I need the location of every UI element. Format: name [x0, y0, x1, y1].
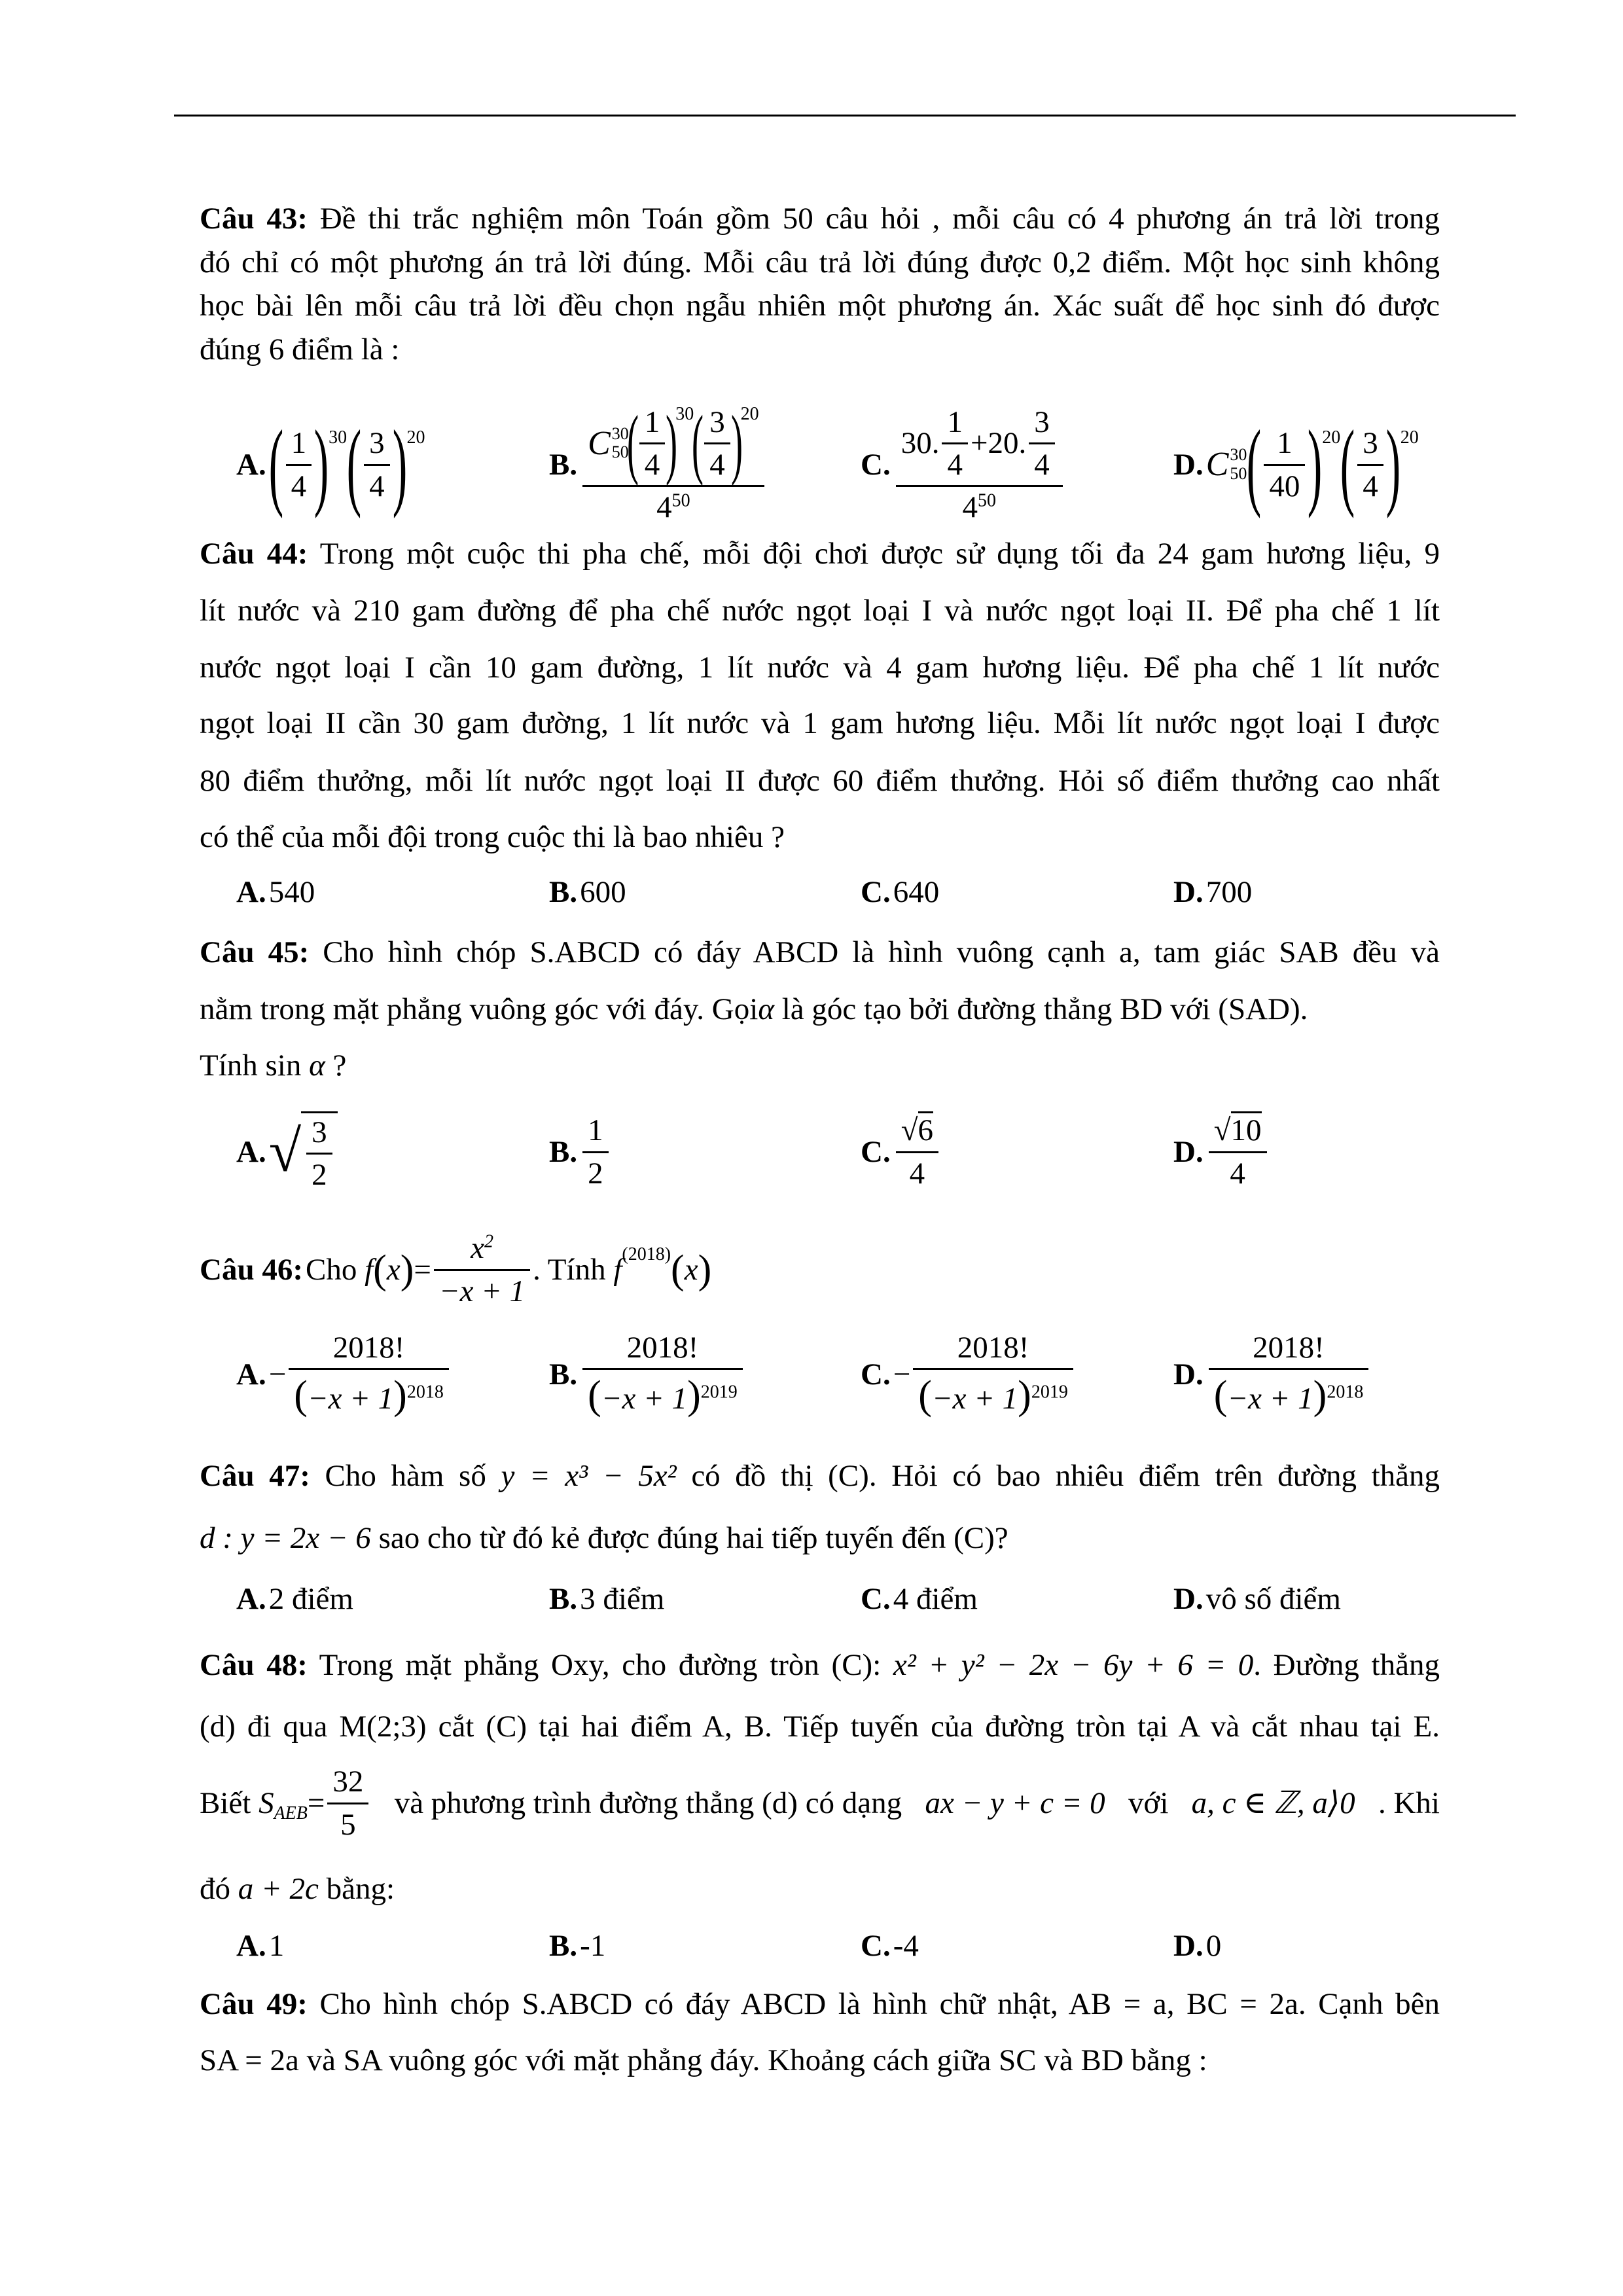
paren: ( [692, 399, 704, 487]
q48-text: bằng: [318, 1872, 395, 1906]
option-label: C. [861, 1929, 891, 1963]
q44-text: Trong một cuộc thi pha chế, mỗi đội chơi được sử dụng tối đa 24 gam hương liệu, 9 [308, 537, 1440, 571]
option-label: B. [549, 1929, 578, 1963]
paren: ( [268, 410, 283, 519]
q44-line-5: 80 điểm thưởng, mỗi lít nước ngọt loại II được 60 điểm thưởng. Hỏi số điểm thưởng cao nhất [200, 764, 1440, 798]
q46-option-c[interactable] [861, 1329, 1076, 1420]
q47-line-1 [200, 1456, 1440, 1496]
denominator: 2 [306, 1153, 332, 1193]
q46-option-a[interactable] [236, 1329, 452, 1420]
numerator: 32 [332, 1765, 364, 1799]
option-label: C. [861, 1582, 891, 1616]
exponent: 50 [977, 490, 996, 511]
option-label: D. [1173, 875, 1204, 909]
paren: ) [1385, 410, 1400, 519]
numerator: 2018! [957, 1330, 1029, 1365]
exponent: 2019 [1031, 1382, 1068, 1403]
option-value: 0 [1205, 1929, 1222, 1963]
paren: ( [294, 1372, 308, 1418]
denominator: 4 [639, 442, 666, 482]
numerator: 2018! [332, 1330, 405, 1365]
q45-line-2 [200, 990, 1440, 1029]
option-label: A. [236, 1582, 266, 1616]
radicand: 10 [1231, 1111, 1262, 1147]
numerator: 2018! [1253, 1330, 1325, 1365]
variable: x [386, 1252, 401, 1287]
q43-line-1 [200, 199, 1440, 238]
condition: a, c ∈ ℤ, a⟩0 [1191, 1785, 1355, 1820]
q49-label: Câu 49: [200, 1987, 308, 2021]
option-value: 600 [580, 875, 626, 909]
base: 4 [656, 490, 672, 525]
numerator: 3 [709, 404, 725, 439]
option-label: A. [236, 1357, 266, 1391]
q44-option-c[interactable] [861, 877, 939, 908]
q47-option-a[interactable] [236, 1584, 353, 1615]
option-value: 540 [268, 875, 315, 909]
q48-text: . Đường thẳng [1253, 1648, 1440, 1682]
option-label: D. [1173, 1357, 1204, 1391]
base: 4 [962, 490, 978, 525]
exponent: 50 [671, 490, 690, 511]
numerator: 1 [644, 404, 660, 439]
denominator: 40 [1264, 464, 1305, 504]
coefficient: 20. [988, 426, 1027, 461]
q48-text: . Khi [1378, 1785, 1440, 1820]
q43-option-c[interactable] [861, 380, 1065, 550]
paren: ( [346, 410, 362, 519]
q48-line-4 [200, 1869, 1440, 1909]
q46-line-1: Câu 46: Cho f ( x ) = $\frac{x^2}{-x + 1}$ . Tính f $^{(2018)}$ ( x ) [200, 1231, 712, 1308]
comb-n: 50 [1230, 464, 1247, 483]
q48-option-b[interactable] [549, 1931, 605, 1962]
q43-option-a[interactable] [236, 406, 425, 524]
q49-text: Cho hình chóp S.ABCD có đáy ABCD là hình chữ nhật, AB = a, BC = 2a. Cạnh bên [307, 1987, 1440, 2021]
header-rule [174, 115, 1516, 117]
q46-text: . Tính [533, 1252, 606, 1287]
plus-sign: + [970, 426, 988, 461]
q45-option-c[interactable] [861, 1106, 941, 1198]
denominator: 4 [704, 442, 730, 482]
numerator: 1 [291, 426, 307, 461]
q43-label: Câu 43: [200, 202, 308, 236]
denominator: 4 [896, 1151, 938, 1191]
area-symbol: S [259, 1785, 274, 1820]
option-value: -1 [580, 1929, 606, 1963]
option-label: B. [549, 1134, 578, 1169]
q48-line-2: (d) đi qua M(2;3) cắt (C) tại hai điểm A, B. Tiếp tuyến của đường tròn tại A và cắt nhau tại E. [200, 1710, 1440, 1744]
q47-equation: y = x³ − 5x² [501, 1459, 677, 1493]
q45-text: ? [325, 1049, 347, 1083]
q44-line-3: nước ngọt loại I cần 10 gam đường, 1 lít nước và 4 gam hương liệu. Để pha chế 1 lít nước [200, 651, 1440, 685]
q44-label: Câu 44: [200, 537, 308, 571]
exponent: 30 [329, 427, 348, 448]
option-label: C. [861, 1357, 891, 1391]
exponent: 20 [740, 404, 759, 425]
numerator: 2018! [626, 1330, 699, 1365]
exponent: 20 [1400, 427, 1419, 448]
q47-label: Câu 47: [200, 1459, 310, 1493]
q48-text: và phương trình đường thẳng (d) có dạng [394, 1785, 902, 1820]
paren: ) [1018, 1372, 1031, 1418]
equals: = [307, 1785, 325, 1820]
circle-equation: x² + y² − 2x − 6y + 6 = 0 [893, 1648, 1254, 1682]
q44-option-d[interactable] [1173, 877, 1252, 908]
derivative-order: (2018) [622, 1244, 671, 1265]
option-value: 640 [893, 875, 940, 909]
equals: = [414, 1252, 431, 1287]
q47-text: Cho hàm số [310, 1459, 501, 1493]
numerator: 3 [1034, 404, 1050, 439]
option-value: vô số điểm [1205, 1582, 1341, 1616]
option-label: D. [1173, 1929, 1204, 1963]
q46-label: Câu 46: [200, 1252, 303, 1287]
function-name: f [613, 1252, 622, 1287]
option-value: 2 điểm [268, 1582, 353, 1616]
numerator: 3 [1363, 426, 1378, 461]
base: −x + 1 [601, 1381, 688, 1416]
paren: ( [918, 1372, 932, 1418]
q43-line-3: học bài lên mỗi câu trả lời đều chọn ngẫu nhiên một phương án. Xác suất để học sinh đó được [200, 289, 1440, 323]
combination-symbol: C [588, 424, 611, 462]
q48-text: Biết [200, 1785, 251, 1820]
function-name: f [365, 1252, 374, 1287]
q45-line-3 [200, 1046, 1440, 1085]
q45-option-a[interactable] [236, 1106, 338, 1198]
q44-line-6: có thể của mỗi đội trong cuộc thi là bao nhiêu ? [200, 820, 785, 854]
q48-line-1 [200, 1645, 1440, 1685]
q48-text: Trong mặt phẳng Oxy, cho đường tròn (C): [307, 1648, 893, 1682]
option-value: 4 điểm [893, 1582, 978, 1616]
paren: ( [1340, 410, 1355, 519]
q44-line-4: ngọt loại II cần 30 gam đường, 1 lít nước và 1 gam hương liệu. Mỗi lít nước ngọt loại I được [200, 706, 1440, 740]
q44-option-a[interactable] [236, 877, 315, 908]
paren: ) [392, 410, 407, 519]
paren: ) [1308, 410, 1323, 519]
q47-line-2 [200, 1518, 1440, 1558]
option-label: A. [236, 1134, 266, 1169]
option-label: D. [1173, 1134, 1204, 1169]
q48-text: đó [200, 1872, 238, 1906]
comb-k: 30 [1230, 445, 1247, 465]
q47-text: sao cho từ đó kẻ được đúng hai tiếp tuyến đến (C)? [370, 1521, 1008, 1555]
paren: ) [687, 1372, 701, 1418]
comb-n: 50 [611, 442, 629, 462]
paren: ( [1213, 1372, 1228, 1418]
denominator: −x + 1 [434, 1269, 530, 1309]
coefficient: 30. [901, 426, 940, 461]
comb-k: 30 [611, 423, 629, 443]
paren: ( [588, 1372, 601, 1418]
exponent: 20 [406, 427, 425, 448]
base: −x + 1 [931, 1381, 1018, 1416]
option-label: B. [549, 1357, 578, 1391]
paren: ) [1313, 1372, 1327, 1418]
paren: ) [313, 410, 329, 519]
q46-text: Cho [305, 1252, 357, 1287]
paren: ) [393, 1372, 407, 1418]
q49-line-1 [200, 1984, 1440, 2024]
q46-option-b[interactable] [549, 1329, 745, 1420]
q45-text: nằm trong mặt phẳng vuông góc với đáy. Gọi [200, 992, 758, 1026]
q45-label: Câu 45: [200, 935, 310, 969]
denominator: 4 [364, 464, 390, 504]
option-label: B. [549, 1582, 578, 1616]
radicand: 6 [918, 1111, 934, 1147]
base: −x + 1 [1227, 1381, 1313, 1416]
q45-text: là góc tạo bởi đường thẳng BD với (SAD). [774, 992, 1308, 1026]
q48-option-c[interactable] [861, 1931, 919, 1962]
denominator: 4 [286, 464, 312, 504]
option-value: 3 điểm [580, 1582, 665, 1616]
numerator: 1 [1277, 426, 1293, 461]
option-label: A. [236, 875, 266, 909]
q45-line-1 [200, 933, 1440, 972]
denominator: 4 [942, 442, 968, 482]
q45-text: Cho hình chóp S.ABCD có đáy ABCD là hình vuông cạnh a, tam giác SAB đều và [309, 935, 1440, 969]
q43-option-d[interactable] [1173, 406, 1419, 524]
q48-line-3 [200, 1761, 1440, 1846]
option-label: B. [549, 447, 578, 482]
paren: ) [666, 399, 678, 487]
q45-option-b[interactable] [549, 1106, 611, 1198]
option-label: C. [861, 447, 891, 482]
option-value: -4 [893, 1929, 919, 1963]
numerator: 3 [369, 426, 385, 461]
option-label: A. [236, 447, 266, 482]
target-expression: a + 2c [238, 1872, 319, 1906]
option-label: C. [861, 1134, 891, 1169]
q47-option-c[interactable] [861, 1584, 978, 1615]
denominator: 4 [1357, 464, 1383, 504]
q45-text: Tính sin [200, 1049, 302, 1083]
option-label: C. [861, 875, 891, 909]
q44-line-2: lít nước và 210 gam đường để pha chế nước ngọt loại I và nước ngọt loại II. Để pha chế 1 lít [200, 594, 1440, 628]
q49-line-2: SA = 2a và SA vuông góc với mặt phẳng đáy. Khoảng cách giữa SC và BD bằng : [200, 2043, 1207, 2077]
base: −x + 1 [307, 1381, 394, 1416]
alpha-symbol: α [309, 1049, 325, 1083]
denominator: 4 [1209, 1151, 1267, 1191]
option-value: 700 [1205, 875, 1253, 909]
numerator: 3 [312, 1115, 327, 1149]
exponent: 2 [484, 1231, 493, 1252]
q47-option-d[interactable] [1173, 1584, 1341, 1615]
variable: x [684, 1252, 698, 1287]
q48-text: với [1128, 1785, 1169, 1820]
q43-text: Đề thi trắc nghiệm môn Toán gồm 50 câu hỏi , mỗi câu có 4 phương án trả lời trong [308, 202, 1440, 236]
q48-option-a[interactable] [236, 1931, 284, 1962]
option-value: 1 [268, 1929, 285, 1963]
numerator: 1 [947, 404, 963, 439]
paren: ( [1247, 410, 1262, 519]
line-equation: ax − y + c = 0 [925, 1785, 1105, 1820]
exponent: 2019 [700, 1382, 738, 1403]
paren: ) [730, 399, 743, 487]
sqrt-icon: √ [901, 1113, 918, 1148]
numerator: x [471, 1231, 484, 1266]
q44-line-1 [200, 534, 1440, 573]
option-label: D. [1173, 1582, 1204, 1616]
exponent: 30 [675, 404, 694, 425]
q48-option-d[interactable] [1173, 1931, 1221, 1962]
area-subscript: AEB [274, 1803, 308, 1823]
q43-option-b[interactable] [549, 367, 767, 563]
paren: ( [626, 399, 639, 487]
q46-option-d[interactable] [1173, 1329, 1371, 1420]
q43-line-4: đúng 6 điểm là : [200, 332, 400, 367]
denominator: 2 [582, 1151, 609, 1191]
minus-sign: − [268, 1357, 287, 1391]
minus-sign: − [893, 1357, 911, 1391]
q47-text: có đồ thị (C). Hỏi có bao nhiêu điểm trên đường thẳng [691, 1459, 1440, 1493]
q47-line-equation: d : y = 2x − 6 [200, 1521, 371, 1555]
combination-symbol: C [1205, 446, 1229, 483]
q47-option-b[interactable] [549, 1584, 664, 1615]
exponent: 20 [1322, 427, 1341, 448]
option-label: D. [1173, 447, 1204, 482]
denominator: 5 [327, 1803, 368, 1842]
q43-line-2: đó chỉ có một phương án trả lời đúng. Mỗi câu trả lời đúng được 0,2 điểm. Một học sinh không [200, 245, 1440, 279]
sqrt-icon: √ [1213, 1113, 1231, 1148]
q45-option-d[interactable] [1173, 1106, 1270, 1198]
exponent: 2018 [406, 1382, 444, 1403]
q48-label: Câu 48: [200, 1648, 308, 1682]
option-label: B. [549, 875, 578, 909]
alpha-symbol: α [758, 992, 774, 1026]
denominator: 4 [1029, 442, 1055, 482]
numerator: 1 [588, 1113, 603, 1148]
sqrt-icon: √ [268, 1119, 302, 1184]
exponent: 2018 [1327, 1382, 1364, 1403]
option-label: A. [236, 1929, 266, 1963]
q44-option-b[interactable] [549, 877, 626, 908]
